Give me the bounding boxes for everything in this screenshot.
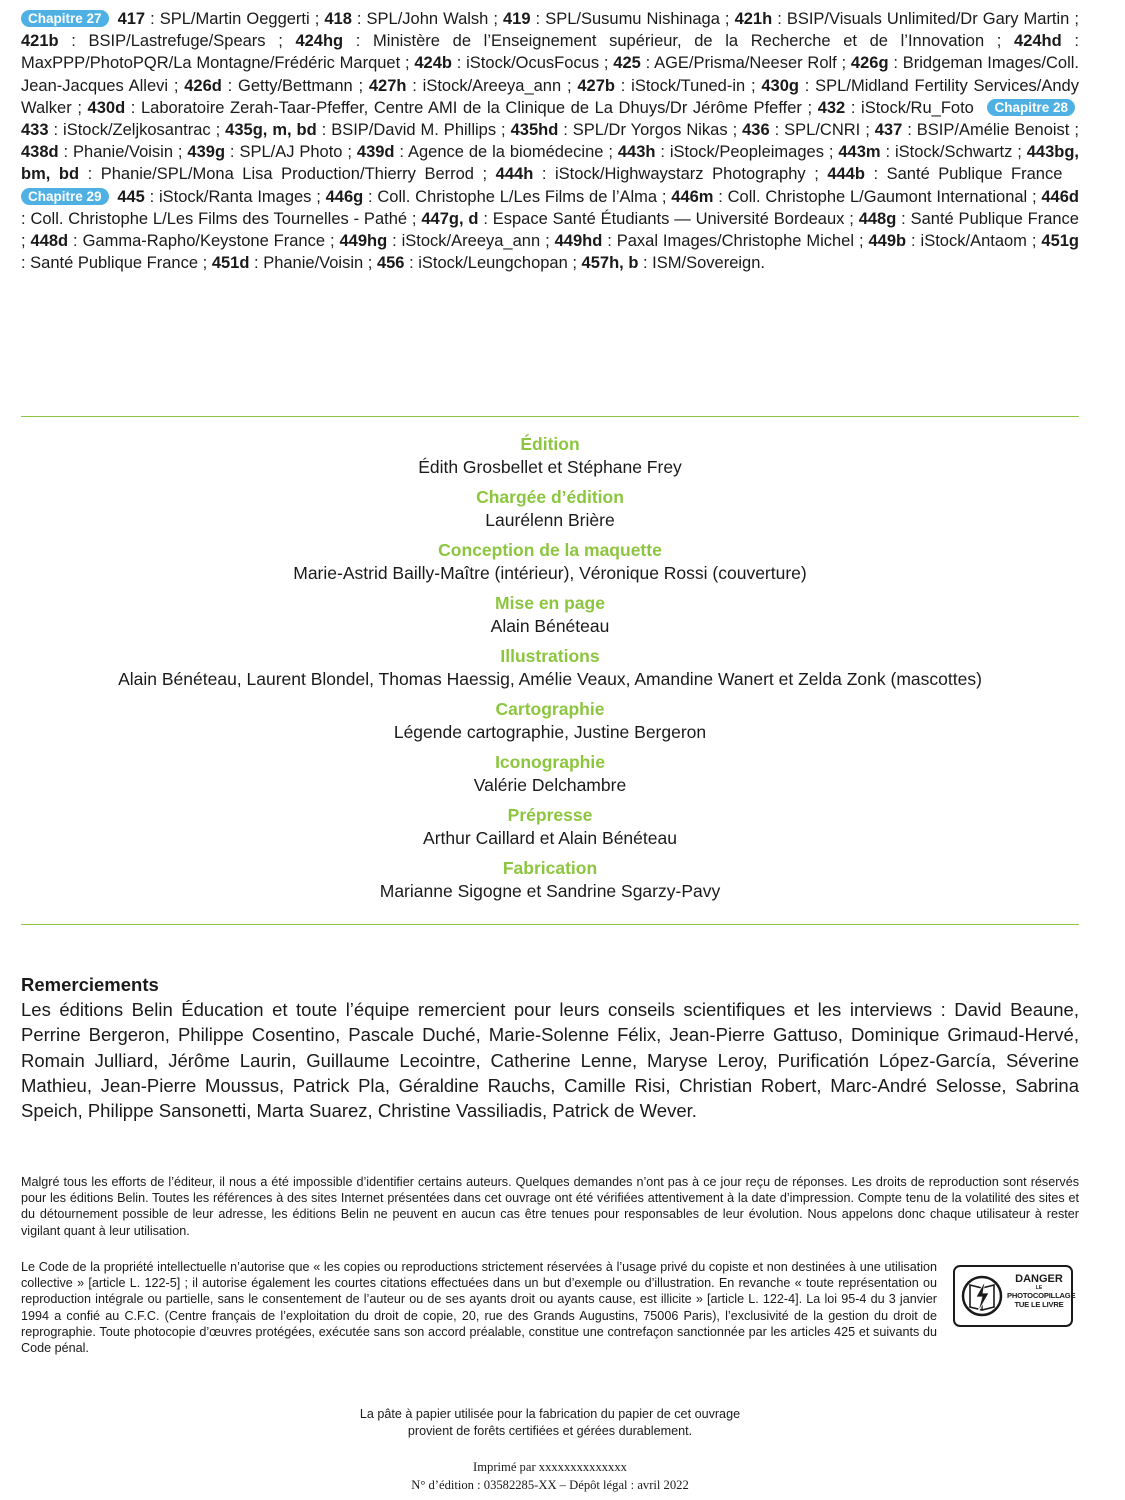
credit-ref: 421h	[734, 10, 773, 28]
credit-source: SPL/Midland Fertility Services/Andy Walker	[21, 76, 1079, 117]
chapter-badge: Chapitre 29	[21, 188, 109, 205]
credit-ref: 430g	[761, 76, 799, 95]
staff-role: Édition	[520, 434, 580, 454]
photocopillage-logo-text	[1007, 1273, 1076, 1309]
credit-source: SPL/AJ Photo	[239, 143, 343, 162]
credit-source: Espace Santé Étudiants — Université Bordeaux	[492, 209, 845, 228]
staff-names: Arthur Caillard et Alain Bénéteau	[423, 828, 677, 848]
credit-source: BSIP/Lastrefuge/Spears	[88, 32, 266, 51]
credit-source: Gamma-Rapho/Keystone France	[82, 232, 326, 251]
staff-role: Mise en page	[495, 593, 605, 613]
staff-names: Valérie Delchambre	[473, 775, 627, 795]
credit-source: Coll. Christophe L/Gaumont International	[727, 187, 1028, 206]
imprint	[0, 1458, 1100, 1494]
credit-ref: 456	[376, 254, 405, 273]
staff-names: Laurélenn Brière	[485, 510, 615, 530]
credit-ref: 417	[117, 10, 146, 28]
bottom-divider	[21, 924, 1079, 925]
credit-ref: 449b	[868, 232, 907, 251]
credit-ref: 432	[817, 98, 846, 117]
credit-source: BSIP/David M. Phillips	[331, 121, 497, 140]
credit-ref: 443h	[617, 143, 656, 162]
credit-source: SPL/CNRI	[784, 121, 861, 140]
credit-source: Santé Publique France	[910, 209, 1079, 228]
rights-notice: Malgré tous les efforts de l’éditeur, il nous a été impossible d’identifier certains auteurs. Quelques demandes n’ont pas à ce jour reçu de réponses. Les droits de reproduction sont réservés pour les éditions Belin. Toutes les références à des sites Internet présentées dans cet ouvrage ont été vérifiées attentivement à la date d’impression. Compte tenu de la volatilité des sites et du détournement possible de leur adresse, les éditions Belin ne peuvent en aucun cas être tenues pour responsables de leur évolution. Nous appelons donc chaque utilisateur à rester vigilant quant à leur utilisation.	[21, 1175, 1079, 1238]
logo-line2: LE	[1035, 1285, 1043, 1291]
top-divider	[21, 416, 1079, 417]
credit-ref: 427h	[368, 76, 407, 95]
credit-source: AGE/Prisma/Neeser Rolf	[654, 54, 837, 73]
staff-names: Marianne Sigogne et Sandrine Sgarzy-Pavy	[379, 881, 721, 901]
credit-source: SPL/John Walsh	[366, 10, 489, 28]
credit-source: SPL/Susumu Nishinaga	[545, 10, 720, 28]
credit-source: Bridgeman Images/Coll. Jean-Jacques Allevi	[21, 54, 1079, 95]
paper-notice-line2: provient de forêts certifiées et gérées durablement.	[407, 1423, 693, 1438]
credit-source: Ministère de l’Enseignement supérieur, de la Recherche et de l’Innovation	[373, 32, 985, 51]
credit-source: iStock/Ru_Foto	[861, 98, 974, 117]
credit-source: iStock/Tuned-in	[631, 76, 746, 95]
credit-ref: 451g	[1041, 232, 1079, 251]
credit-ref: 443bg, bm, bd	[21, 143, 1080, 184]
credit-source: iStock/OcusFocus	[466, 54, 600, 73]
credit-source: Getty/Bettmann	[238, 76, 353, 95]
staff-names: Marie-Astrid Bailly-Maître (intérieur), Véronique Rossi (couverture)	[293, 563, 807, 583]
staff-names: Alain Bénéteau	[490, 616, 610, 636]
credit-source: Santé Publique France	[30, 254, 199, 273]
credit-source: SPL/Dr Yorgos Nikas	[572, 121, 728, 140]
credit-source: Coll. Christophe L/Les Films des Tournelles - Pathé	[30, 209, 408, 228]
credit-ref: 446g	[325, 187, 364, 206]
chapter-badge: Chapitre 27	[21, 10, 109, 27]
printer-line: Imprimé par xxxxxxxxxxxxxx	[473, 1460, 627, 1474]
credit-source: BSIP/Visuals Unlimited/Dr Gary Martin	[786, 10, 1070, 28]
photocopillage-logo	[953, 1265, 1076, 1327]
credit-source: Phanie/Voisin	[263, 254, 364, 273]
credit-ref: 424b	[414, 54, 452, 73]
credit-ref: 443m	[838, 143, 881, 162]
credit-source: iStock/Zeljkosantrac	[63, 121, 211, 140]
credit-ref: 448d	[30, 232, 69, 251]
credit-ref: 446m	[671, 187, 714, 206]
credit-source: Agence de la biomédecine	[408, 143, 604, 162]
credit-ref: 447g, d	[421, 209, 479, 228]
credit-ref: 438d	[21, 143, 59, 162]
credit-source: iStock/Antaom	[920, 232, 1027, 251]
credit-source: Laboratoire Zerah-Taar-Pfeffer, Centre AMI de la Clinique de La Dhuys/Dr Jérôme Pfeffer	[140, 98, 802, 117]
acknowledgements	[21, 972, 1079, 1123]
credit-ref: 435g, m, bd	[225, 121, 317, 140]
logo-line4: TUE LE LIVRE	[1014, 1300, 1064, 1309]
credit-source: iStock/Ranta Images	[159, 187, 312, 206]
staff-role: Illustrations	[500, 646, 600, 666]
staff-role: Conception de la maquette	[438, 540, 662, 560]
credit-source: iStock/Schwartz	[894, 143, 1013, 162]
credit-source: SPL/Martin Oeggerti	[159, 10, 310, 28]
credit-ref: 433	[21, 121, 49, 140]
credit-ref: 425	[613, 54, 641, 73]
chapter-badge: Chapitre 28	[987, 99, 1075, 116]
credit-ref: 436	[742, 121, 770, 140]
paper-notice	[0, 1406, 1100, 1439]
logo-line1: DANGER	[1015, 1273, 1063, 1285]
credit-source: iStock/Leungchopan	[418, 254, 568, 273]
credit-ref: 439d	[356, 143, 395, 162]
credit-ref: 448g	[858, 209, 897, 228]
credit-source: Coll. Christophe L/Les Films de l’Alma	[377, 187, 658, 206]
credit-ref: 427b	[577, 76, 615, 95]
logo-line3: PHOTOCOPILLAGE	[1007, 1291, 1076, 1300]
credit-ref: 430d	[87, 98, 126, 117]
paper-notice-line1: La pâte à papier utilisée pour la fabrication du papier de cet ouvrage	[359, 1407, 741, 1421]
staff-role: Prépresse	[507, 805, 593, 825]
credit-source: Phanie/Voisin	[73, 143, 174, 162]
editorial-staff	[21, 433, 1079, 910]
credit-ref: 418	[324, 10, 352, 28]
credit-ref: 445	[117, 187, 145, 206]
credit-source: MaxPPP/PhotoPQR/La Montagne/Frédéric Marquet	[21, 54, 401, 73]
staff-names: Édith Grosbellet et Stéphane Frey	[418, 457, 682, 477]
copyright-law-notice: Le Code de la propriété intellectuelle n’autorise que « les copies ou reproductions strictement réservées à l’usage privé du copiste et non destinées à une utilisation collective » [article L. 122-5] ; il autorise également les courtes citations effectuées dans un but d’exemple ou d’illustration. En revanche « toute représentation ou reproduction intégrale ou partielle, sans le consentement de l’auteur ou de ses ayants droit ou ayants cause, est illicite » [article L. 122-4]. La loi 95-4 du 3 janvier 1994 a confié au C.F.C. (Centre français de l’exploitation du droit de copie, 20, rue des Grands Augustins, 75006 Paris), l’exclusivité de la gestion du droit de reprographie. Toute photocopie d’œuvres protégées, exécutée sans son accord préalable, constitue une contrefaçon sanctionnée par les articles 425 et suivants du Code pénal.	[21, 1260, 937, 1356]
credit-ref: 426d	[184, 76, 222, 95]
credit-ref: 421b	[21, 32, 59, 51]
credit-ref: 449hg	[339, 232, 388, 251]
credit-ref: 444h	[495, 165, 534, 184]
credit-ref: 435hd	[510, 121, 559, 140]
credit-ref: 419	[503, 10, 531, 28]
credit-ref: 426g	[850, 54, 889, 73]
credit-ref: 451d	[211, 254, 250, 273]
credit-ref: 446d	[1041, 187, 1079, 206]
legal-deposit-line: N° d’édition : 03582285-XX – Dépôt légal : avril 2022	[411, 1478, 689, 1492]
credit-ref: 424hg	[295, 32, 344, 51]
credit-source: BSIP/Amélie Benoist	[916, 121, 1070, 140]
acknowledgements-body: Les éditions Belin Éducation et toute l’équipe remercient pour leurs conseils scientifiques et les interviews : David Beaune, Perrine Bergeron, Philippe Cosentino, Pascale Duché, Marie-Solenne Félix, Jean-Pierre Gattuso, Dominique Grimaud-Hervé, Romain Julliard, Jérôme Laurin, Guillaume Lecointre, Catherine Lenne, Maryse Leroy, Purificatión López-García, Séverine Mathieu, Jean-Pierre Moussus, Patrick Pla, Géraldine Rauchs, Camille Risi, Christian Robert, Marc-André Selosse, Sabrina Speich, Philippe Sansonetti, Marta Suarez, Christine Vassiliadis, Patrick de Wever.	[21, 999, 1079, 1122]
staff-names: Alain Bénéteau, Laurent Blondel, Thomas Haessig, Amélie Veaux, Amandine Wanert et Zelda Zonk (mascottes)	[118, 669, 982, 689]
credit-source: iStock/Areeya_ann	[401, 232, 541, 251]
credit-source: iStock/Peopleimages	[669, 143, 824, 162]
staff-role: Chargée d’édition	[476, 487, 624, 507]
acknowledgements-title: Remerciements	[21, 974, 159, 995]
photo-credits: Chapitre 27 417 : SPL/Martin Oeggerti ; 418 : SPL/John Walsh ; 419 : SPL/Susumu Nishinaga ; 421h : BSIP/Visuals Unlimited/Dr Gary Martin ; 421b : BSIP/Lastrefuge/Spears ; 424hg : Ministère de l’Enseignement supérieur, de la Recherche et de l’Innovation ; 424hd : MaxPPP/PhotoPQR/La Montagne/Frédéric Marquet ; 424b : iStock/OcusFocus ; 425 : AGE/Prisma/Neeser Rolf ; 426g : Bridgeman Images/Coll. Jean-Jacques Allevi ; 426d : Getty/Bettmann ; 427h : iStock/Areeya_ann ; 427b : iStock/Tuned-in ; 430g : SPL/Midland Fertility Services/Andy Walker ; 430d : Laboratoire Zerah-Taar-Pfeffer, Centre AMI de la Clinique de La Dhuys/Dr Jérôme Pfeffer ; 432 : iStock/Ru_Foto Chapitre 28 433 : iStock/Zeljkosantrac ; 435g, m, bd : BSIP/David M. Phillips ; 435hd : SPL/Dr Yorgos Nikas ; 436 : SPL/CNRI ; 437 : BSIP/Amélie Benoist ; 438d : Phanie/Voisin ; 439g : SPL/AJ Photo ; 439d : Agence de la biomédecine ; 443h : iStock/Peopleimages ; 443m : iStock/Schwartz ; 443bg, bm, bd : Phanie/SPL/Mona Lisa Production/Thierry Berrod ; 444h : iStock/Highwaystarz Photography ; 444b : Santé Publique France Chapitre 29 445 : iStock/Ranta Images ; 446g : Coll. Christophe L/Les Films de l’Alma ; 446m : Coll. Christophe L/Gaumont International ; 446d : Coll. Christophe L/Les Films des Tournelles - Pathé ; 447g, d : Espace Santé Étudiants — Université Bordeaux ; 448g : Santé Publique France ; 448d : Gamma-Rapho/Keystone France ; 449hg : iStock/Areeya_ann ; 449hd : Paxal Images/Christophe Michel ; 449b : iStock/Antaom ; 451g : Santé Publique France ; 451d : Phanie/Voisin ; 456 : iStock/Leungchopan ; 457h, b : ISM/Sovereign.	[21, 10, 1080, 273]
credit-ref: 444b	[827, 165, 865, 184]
credit-source: Paxal Images/Christophe Michel	[616, 232, 855, 251]
credit-ref: 457h, b	[581, 254, 639, 273]
credit-source: Phanie/SPL/Mona Lisa Production/Thierry Berrod	[100, 165, 474, 184]
staff-role: Cartographie	[495, 699, 605, 719]
staff-names: Légende cartographie, Justine Bergeron	[393, 722, 707, 742]
credit-ref: 437	[874, 121, 903, 140]
credit-ref: 449hd	[554, 232, 603, 251]
credit-source: Santé Publique France	[886, 165, 1063, 184]
credit-ref: 439g	[187, 143, 226, 162]
staff-role: Fabrication	[502, 858, 598, 878]
book-lightning-icon	[961, 1275, 1003, 1317]
staff-role: Iconographie	[495, 752, 605, 772]
credit-source: ISM/Sovereign	[652, 254, 761, 273]
credit-source: iStock/Highwaystarz Photography	[554, 165, 806, 184]
credit-ref: 424hd	[1014, 32, 1062, 51]
credit-source: iStock/Areeya_ann	[422, 76, 562, 95]
